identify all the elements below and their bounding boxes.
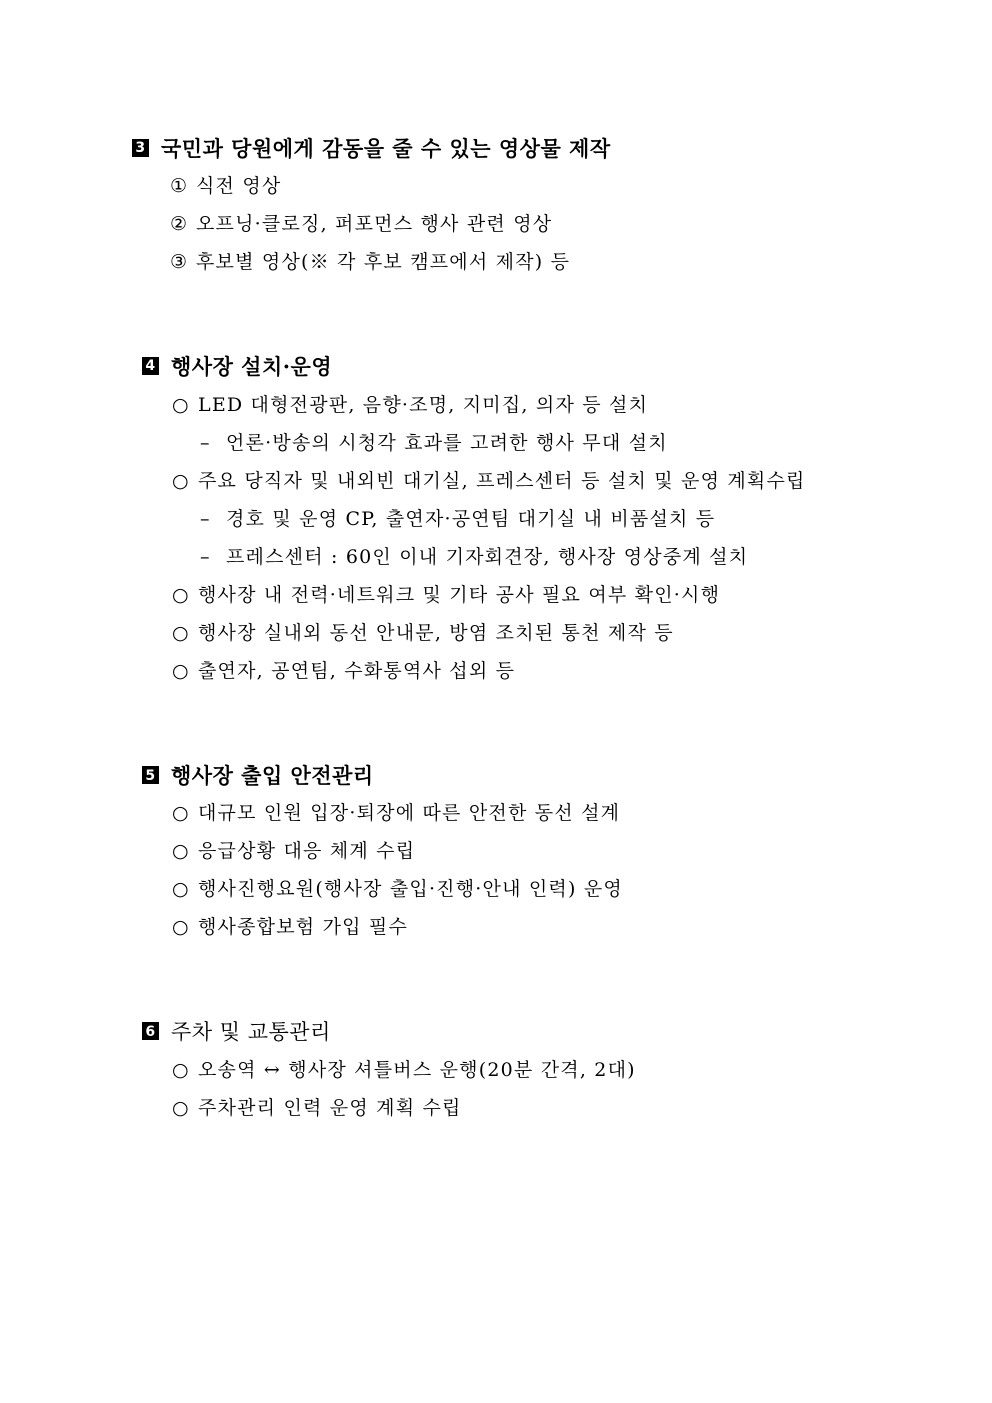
item-text: 프레스센터 : 60인 이내 기자회견장, 행사장 영상중계 설치 bbox=[226, 546, 749, 568]
list-item bbox=[172, 583, 720, 607]
item-text: 주요 당직자 및 내외빈 대기실, 프레스센터 등 설치 및 운영 계획수립 bbox=[198, 470, 806, 492]
section-number-badge: 5 bbox=[142, 766, 159, 784]
list-item bbox=[172, 877, 623, 901]
list-item bbox=[172, 801, 620, 825]
section-heading bbox=[132, 133, 611, 163]
list-item bbox=[172, 469, 806, 493]
item-text: 응급상황 대응 체계 수립 bbox=[198, 840, 416, 862]
item-marker: ③ bbox=[170, 251, 189, 273]
item-text: 언론·방송의 시청각 효과를 고려한 행사 무대 설치 bbox=[226, 432, 668, 454]
list-item bbox=[172, 1096, 462, 1120]
item-text: 오프닝·클로징, 퍼포먼스 행사 관련 영상 bbox=[196, 213, 553, 235]
list-item bbox=[172, 659, 515, 683]
item-text: 후보별 영상(※ 각 후보 캠프에서 제작) 등 bbox=[196, 251, 571, 273]
section-heading bbox=[142, 760, 374, 790]
item-text: LED 대형전광판, 음향·조명, 지미집, 의자 등 설치 bbox=[198, 394, 649, 416]
item-marker: ○ bbox=[172, 1097, 190, 1119]
section-number-badge: 4 bbox=[142, 357, 159, 375]
section-heading bbox=[142, 351, 332, 381]
item-text: 오송역 ↔ 행사장 셔틀버스 운행(20분 간격, 2대) bbox=[198, 1059, 636, 1081]
item-text: 경호 및 운영 CP, 출연자·공연팀 대기실 내 비품설치 등 bbox=[226, 508, 716, 530]
item-marker: ○ bbox=[172, 916, 190, 938]
item-marker: – bbox=[200, 508, 211, 530]
item-marker: ① bbox=[170, 175, 189, 197]
item-marker: ② bbox=[170, 213, 189, 235]
item-marker: ○ bbox=[172, 584, 190, 606]
list-item bbox=[172, 393, 648, 417]
item-marker: ○ bbox=[172, 840, 190, 862]
list-item bbox=[170, 212, 552, 236]
item-marker: ○ bbox=[172, 470, 190, 492]
list-item bbox=[170, 174, 281, 198]
item-marker: ○ bbox=[172, 1059, 190, 1081]
item-text: 행사종합보험 가입 필수 bbox=[198, 916, 409, 938]
item-marker: ○ bbox=[172, 878, 190, 900]
item-marker: ○ bbox=[172, 394, 190, 416]
section-number-badge: 3 bbox=[132, 139, 149, 157]
item-marker: ○ bbox=[172, 622, 190, 644]
section-title: 행사장 설치·운영 bbox=[171, 354, 333, 379]
section-title: 국민과 당원에게 감동을 줄 수 있는 영상물 제작 bbox=[161, 136, 611, 161]
section-heading bbox=[142, 1016, 331, 1046]
sub-item bbox=[200, 545, 748, 569]
item-text: 행사장 실내외 동선 안내문, 방염 조치된 통천 제작 등 bbox=[198, 622, 674, 644]
item-text: 주차관리 인력 운영 계획 수립 bbox=[198, 1097, 462, 1119]
list-item bbox=[172, 1058, 636, 1082]
item-marker: ○ bbox=[172, 660, 190, 682]
section-title: 행사장 출입 안전관리 bbox=[171, 763, 374, 788]
item-text: 출연자, 공연팀, 수화통역사 섭외 등 bbox=[198, 660, 516, 682]
list-item bbox=[172, 621, 674, 645]
list-item bbox=[170, 250, 570, 274]
section-title: 주차 및 교통관리 bbox=[171, 1020, 331, 1044]
item-text: 식전 영상 bbox=[196, 175, 282, 197]
item-marker: ○ bbox=[172, 802, 190, 824]
list-item bbox=[172, 915, 408, 939]
item-marker: – bbox=[200, 546, 211, 568]
item-text: 행사장 내 전력·네트워크 및 기타 공사 필요 여부 확인·시행 bbox=[198, 584, 721, 606]
item-marker: – bbox=[200, 432, 211, 454]
item-text: 대규모 인원 입장·퇴장에 따른 안전한 동선 설계 bbox=[198, 802, 621, 824]
list-item bbox=[172, 839, 415, 863]
section-number-badge: 6 bbox=[142, 1022, 159, 1040]
sub-item bbox=[200, 431, 668, 455]
item-text: 행사진행요원(행사장 출입·진행·안내 인력) 운영 bbox=[198, 878, 623, 900]
sub-item bbox=[200, 507, 715, 531]
